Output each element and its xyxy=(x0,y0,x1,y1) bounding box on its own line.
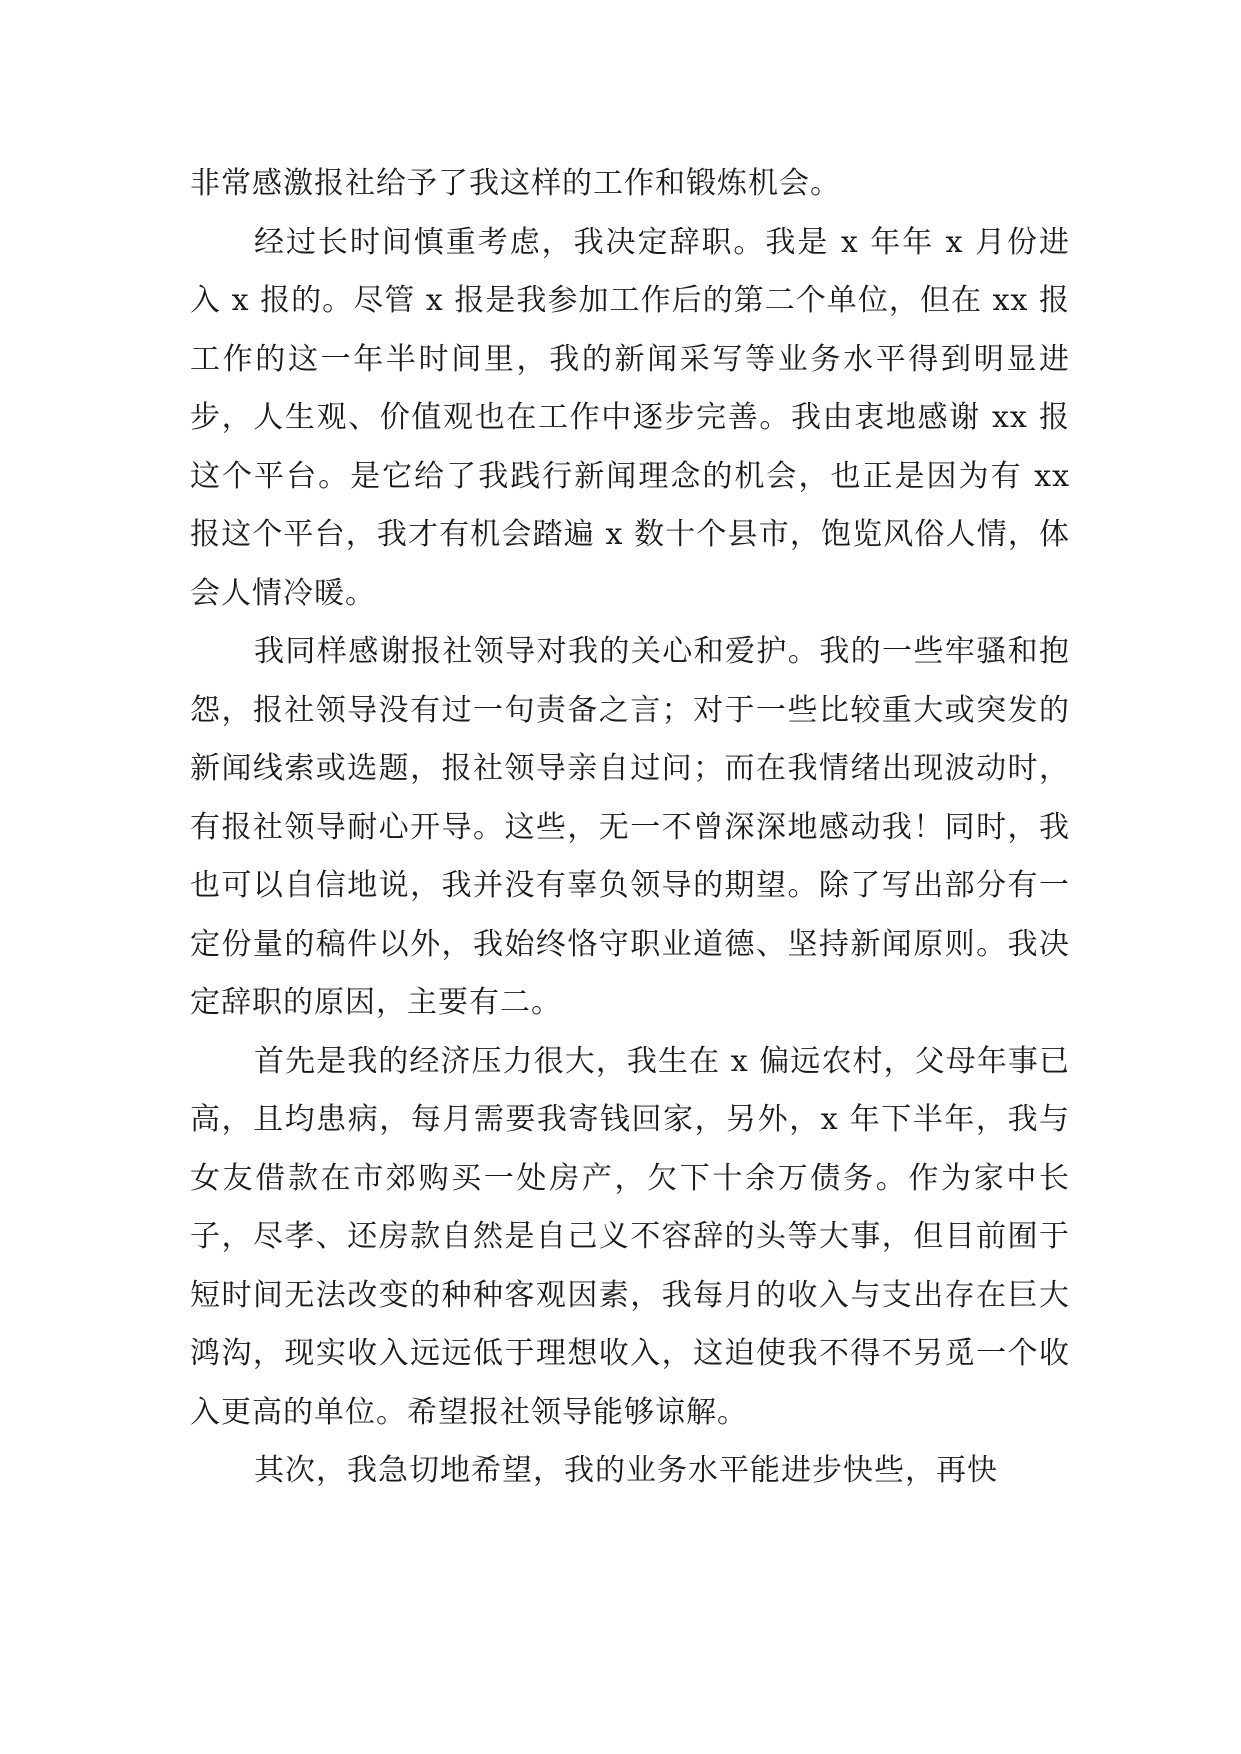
document-body xyxy=(190,155,1070,1501)
paragraph-5: 其次，我急切地希望，我的业务水平能进步快些，再快 xyxy=(254,1453,998,1488)
paragraph-3: 我同样感谢报社领导对我的关心和爱护。我的一些牢骚和抱怨，报社领导没有过一句责备之言；对于一些比较重大或突发的新闻线索或选题，报社领导亲自过问；而在我情绪出现波动时，有报社领导耐心开导。这些，无一不曾深深地感动我！同时，我也可以自信地说，我并没有辜负领导的期望。除了写出部分有一定份量的稿件以外，我始终恪守职业道德、坚持新闻原则。我决定辞职的原因，主要有二。 xyxy=(190,634,1070,1020)
paragraph-2: 经过长时间慎重考虑，我决定辞职。我是 x 年年 x 月份进入 x 报的。尽管 x 报是我参加工作后的第二个单位，但在 xx 报工作的这一年半时间里，我的新闻采写等业务水平得到明显进步，人生观、价值观也在工作中逐步完善。我由衷地感谢 xx 报这个平台。是它给了我践行新闻理念的机会，也正是因为有 xx 报这个平台，我才有机会踏遍 x 数十个县市，饱览风俗人情，体会人情冷暖。 xyxy=(190,224,1070,611)
paragraph-1: 非常感激报社给予了我这样的工作和锻炼机会。 xyxy=(190,166,841,201)
paragraph-4: 首先是我的经济压力很大，我生在 x 偏远农村，父母年事已高，且均患病，每月需要我寄钱回家，另外，x 年下半年，我与女友借款在市郊购买一处房产，欠下十余万债务。作为家中长子，尽孝、还房款自然是自己义不容辞的头等大事，但目前囿于短时间无法改变的种种客观因素，我每月的收入与支出存在巨大鸿沟，现实收入远远低于理想收入，这迫使我不得不另觅一个收入更高的单位。希望报社领导能够谅解。 xyxy=(190,1043,1070,1430)
